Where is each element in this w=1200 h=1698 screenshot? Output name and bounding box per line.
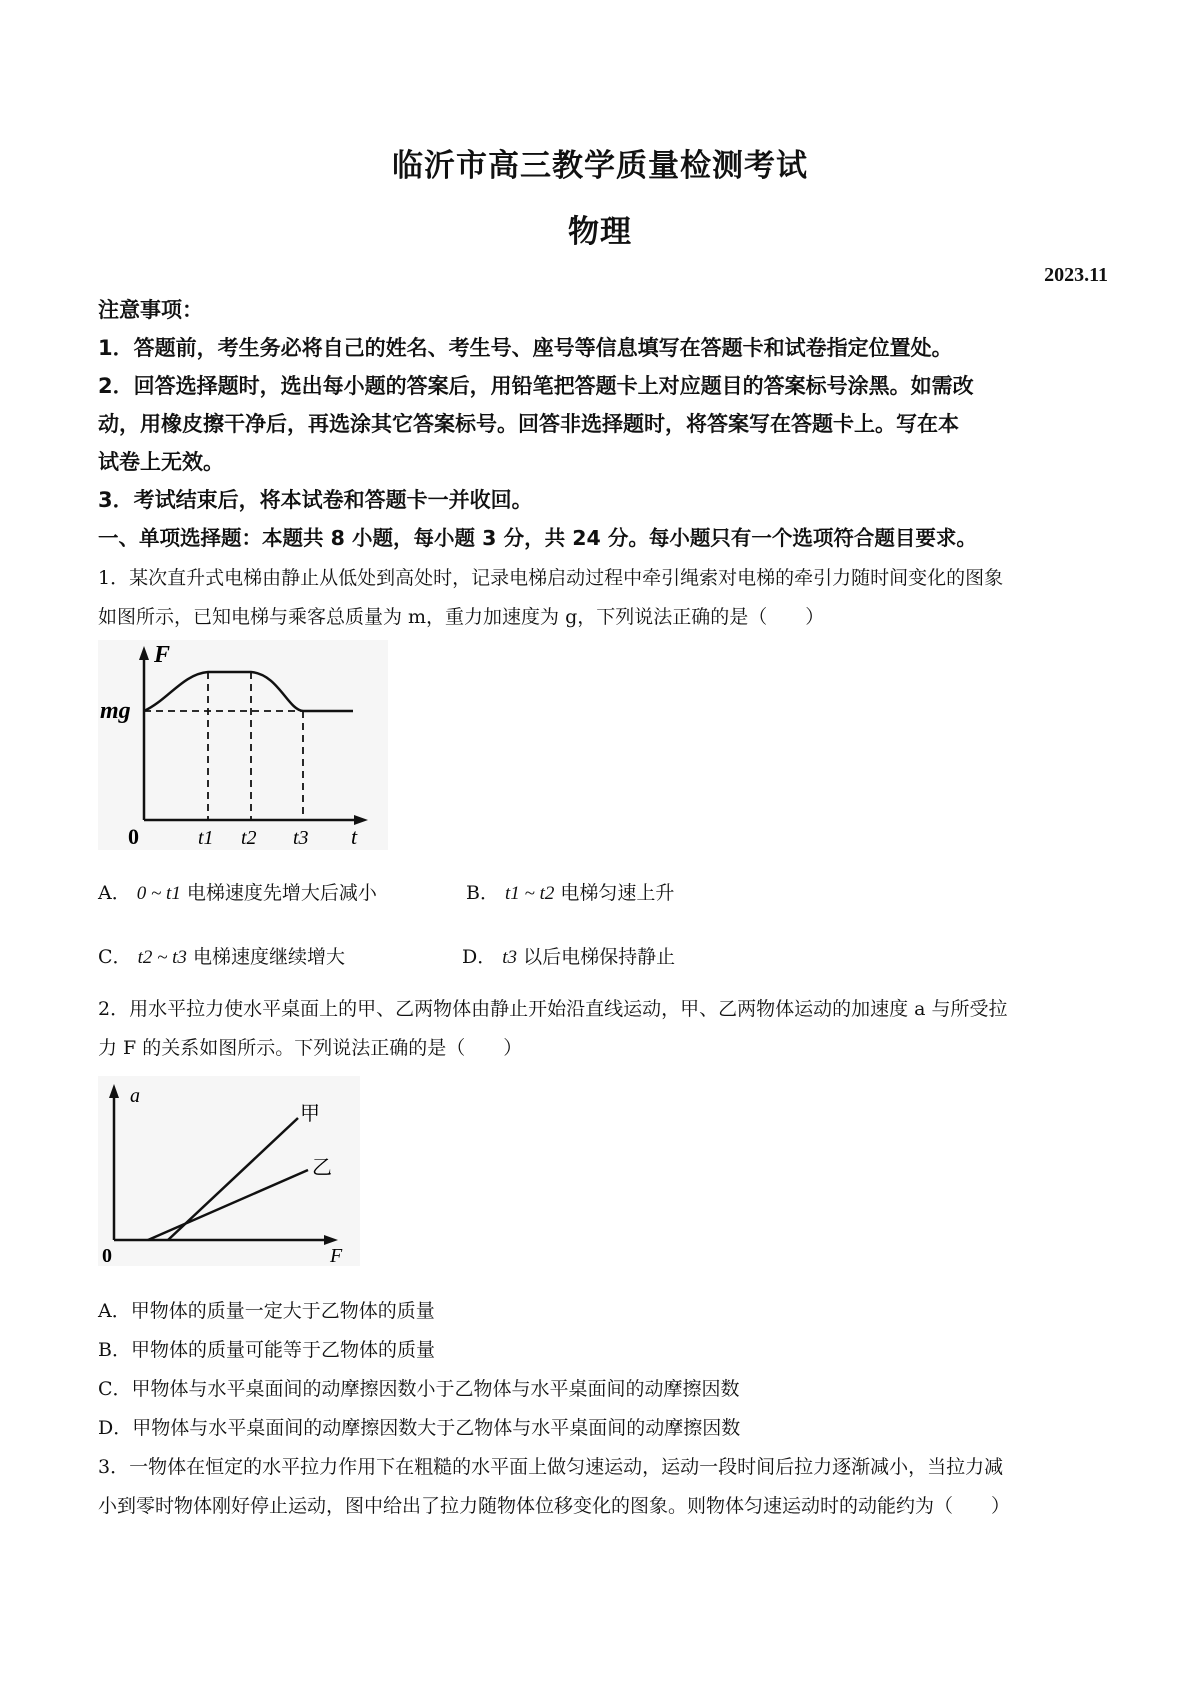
exam-title: 临沂市高三教学质量检测考试: [392, 148, 808, 184]
q1-option-b: [466, 878, 674, 905]
q2-stem-line-1: 2．用水平拉力使水平桌面上的甲、乙两物体由静止开始沿直线运动，甲、乙两物体运动的加速度 a 与所受拉: [98, 998, 1008, 1020]
q1-option-d: [462, 942, 675, 969]
q1-t1-label: t1: [198, 827, 214, 849]
q3-stem-line-2: 小到零时物体刚好停止运动，图中给出了拉力随物体位移变化的图象。则物体匀速运动时的动能约为（ ）: [98, 1495, 1011, 1517]
q3-stem-line-1: 3．一物体在恒定的水平拉力作用下在粗糙的水平面上做匀速运动，运动一段时间后拉力逐渐减小，当拉力减: [98, 1456, 1004, 1478]
q2-x-label: F: [330, 1245, 343, 1266]
q2-option-d: D．甲物体与水平桌面间的动摩擦因数大于乙物体与水平桌面间的动摩擦因数: [98, 1417, 741, 1439]
q1-t2-label: t2: [241, 827, 257, 849]
q1-option-a: [98, 878, 377, 905]
q2-jia-label: 甲: [300, 1103, 320, 1125]
q1-origin-label: 0: [128, 824, 139, 849]
q1-option-a-range: 0 ~ t1: [136, 883, 181, 904]
q1-mg-label: mg: [100, 698, 131, 724]
notice-heading: 注意事项：: [98, 298, 203, 322]
q1-option-a-text: 电梯速度先增大后减小: [186, 882, 377, 904]
notice-item-3: 3．考试结束后，将本试卷和答题卡一并收回。: [98, 488, 533, 512]
q1-option-c-range: t2 ~ t3: [137, 947, 187, 968]
q1-t3-label: t3: [293, 827, 309, 849]
q2-option-a: A．甲物体的质量一定大于乙物体的质量: [98, 1300, 435, 1322]
q1-x-label: t: [351, 824, 358, 849]
notice-item-2-line-2: 动，用橡皮擦干净后，再选涂其它答案标号。回答非选择题时，将答案写在答题卡上。写在本: [98, 412, 959, 436]
q1-option-b-range: t1 ~ t2: [505, 883, 555, 904]
subject-title: 物理: [568, 214, 632, 250]
q2-option-c: C．甲物体与水平桌面间的动摩擦因数小于乙物体与水平桌面间的动摩擦因数: [98, 1378, 740, 1400]
q1-option-c-text: 电梯速度继续增大: [192, 946, 345, 968]
notice-item-1: 1．答题前，考生务必将自己的姓名、考生号、座号等信息填写在答题卡和试卷指定位置处。: [98, 336, 953, 360]
q1-option-d-text: 以后电梯保持静止: [523, 946, 676, 968]
q2-option-b: B．甲物体的质量可能等于乙物体的质量: [98, 1339, 435, 1361]
q1-option-a-label: A．: [98, 882, 131, 904]
q1-option-d-label: D．: [462, 946, 497, 968]
q1-stem-line-1: 1．某次直升式电梯由静止从低处到高处时，记录电梯启动过程中牵引绳索对电梯的牵引力随时间变化的图象: [98, 567, 1004, 589]
q1-force-time-graph: [98, 640, 388, 850]
notice-item-2-line-3: 试卷上无效。: [98, 450, 224, 474]
q1-option-c: [98, 942, 345, 969]
section-heading: 一、单项选择题：本题共 8 小题，每小题 3 分，共 24 分。每小题只有一个选项符合题目要求。: [98, 526, 977, 550]
q1-option-b-text: 电梯匀速上升: [560, 882, 675, 904]
notice-item-2-line-1: 2．回答选择题时，选出每小题的答案后，用铅笔把答题卡上对应题目的答案标号涂黑。如需改: [98, 374, 974, 398]
q2-yi-label: 乙: [312, 1157, 332, 1179]
q1-stem-line-2: 如图所示，已知电梯与乘客总质量为 m，重力加速度为 g，下列说法正确的是（ ）: [98, 606, 825, 628]
q2-origin-label: 0: [102, 1245, 112, 1266]
q1-y-label: F: [154, 642, 171, 668]
exam-date: 2023.11: [1044, 264, 1108, 286]
q1-option-b-label: B．: [466, 882, 499, 904]
q1-option-d-range: t3: [502, 947, 518, 968]
q2-acceleration-force-graph: [98, 1076, 360, 1266]
q2-stem-line-2: 力 F 的关系如图所示。下列说法正确的是（ ）: [98, 1037, 523, 1059]
q1-option-c-label: C．: [98, 946, 132, 968]
q2-y-label: a: [130, 1085, 140, 1107]
